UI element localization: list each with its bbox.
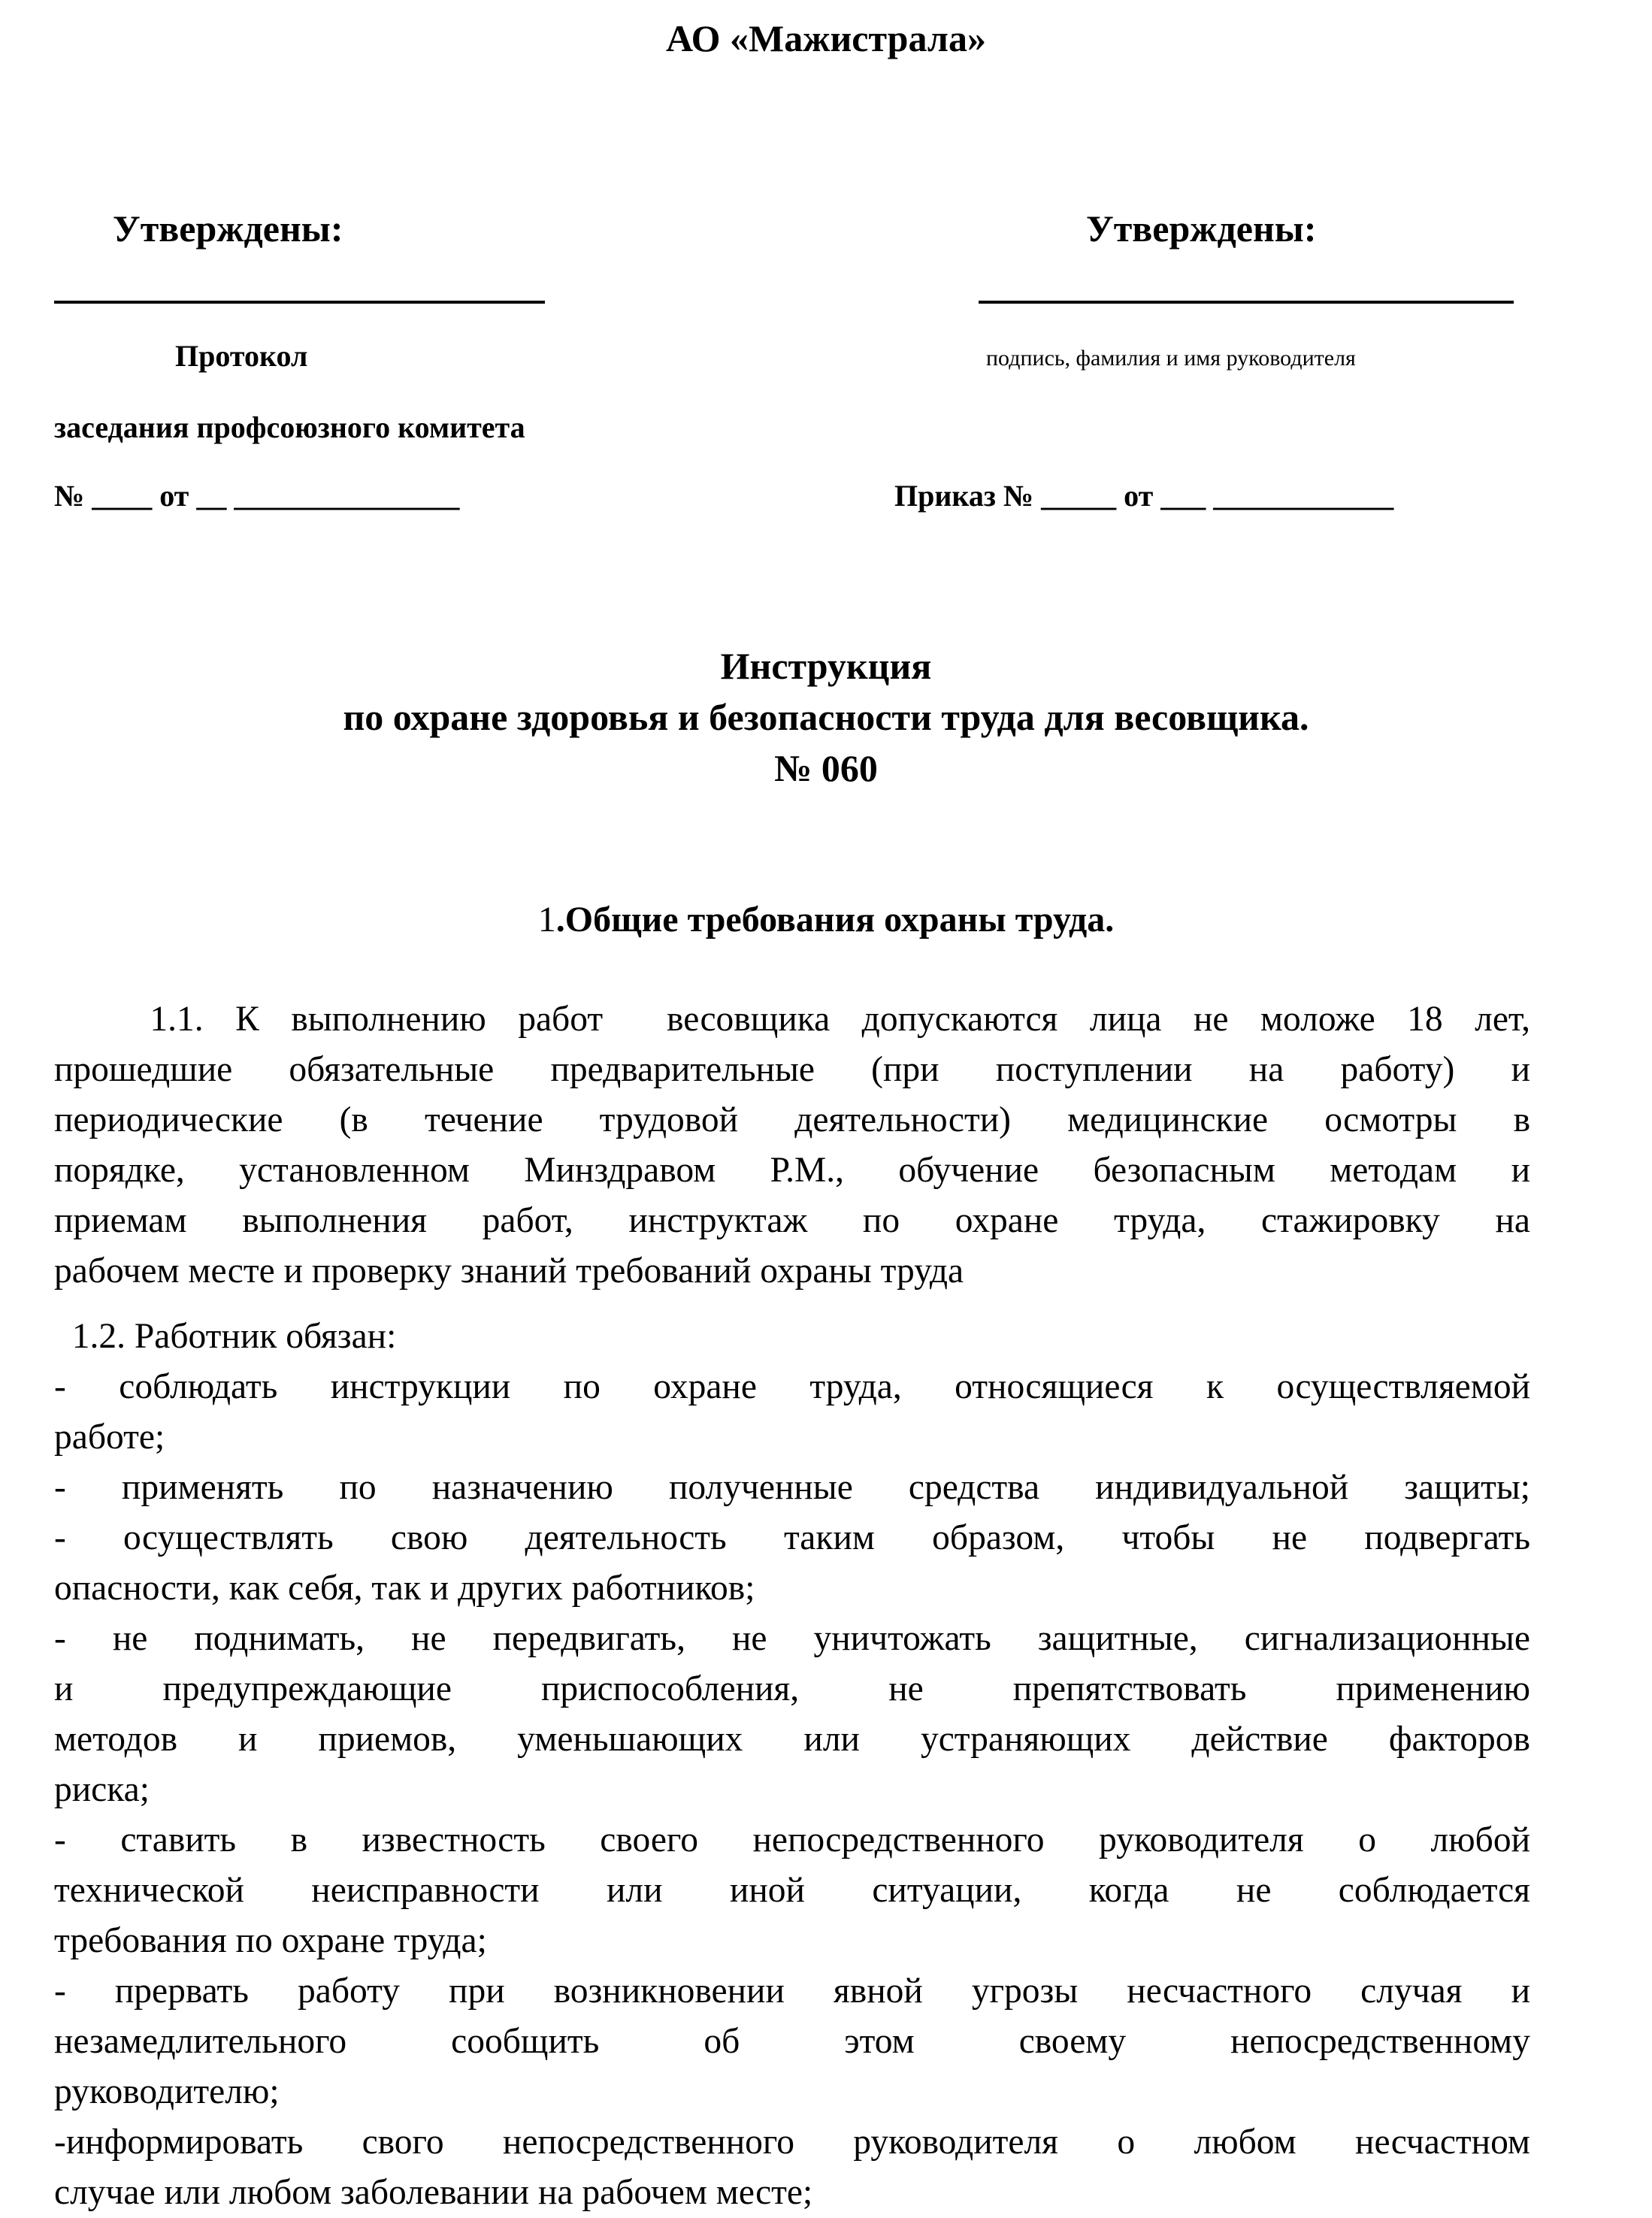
p2-line: - прервать работу при возникновении явной угрозы несчастного случая и <box>54 1971 1530 2011</box>
left-approved-label: Утверждены: <box>113 207 343 250</box>
p2-line: незамедлительного сообщить об этом своему непосредственному <box>54 2022 1530 2061</box>
protocol-meeting-label: заседания профсоюзного комитета <box>54 410 525 444</box>
right-signature-line <box>979 301 1514 304</box>
p1-line: рабочем месте и проверку знаний требований охраны труда <box>54 1251 964 1291</box>
p2-line: -информировать свого непосредственного руководителя о любом несчастном <box>54 2123 1530 2162</box>
order-number-line: Приказ № _____ от ___ ____________ <box>894 479 1394 513</box>
p2-line: - не поднимать, не передвигать, не уничтожать защитные, сигнализационные <box>54 1619 1530 1658</box>
p2-line: риска; <box>54 1770 150 1809</box>
p1-line: периодические (в течение трудовой деятельности) медицинские осмотры в <box>54 1100 1530 1139</box>
p2-line: опасности, как себя, так и других работников; <box>54 1569 755 1608</box>
p2-line: - применять по назначению полученные средства индивидуальной защиты; <box>54 1468 1530 1507</box>
p2-line: - ставить в известность своего непосредственного руководителя о любой <box>54 1820 1530 1859</box>
document-body <box>54 994 1530 2218</box>
protocol-label: Протокол <box>175 339 308 373</box>
p2-line: - соблюдать инструкции по охране труда, относящиеся к осуществляемой <box>54 1367 1530 1406</box>
document-title <box>0 640 1652 794</box>
p2-line: требования по охране труда; <box>54 1921 487 1960</box>
p2-intro: 1.2. Работник обязан: <box>54 1317 397 1356</box>
p2-line: технической неисправности или иной ситуации, когда не соблюдается <box>54 1871 1530 1910</box>
p2-line: руководителю; <box>54 2072 280 2111</box>
p2-line: методов и приемов, уменьшающих или устраняющих действие факторов <box>54 1720 1530 1759</box>
section-1-heading <box>0 899 1652 940</box>
p2-line: работе; <box>54 1418 165 1457</box>
title-line-2: по охране здоровья и безопасности труда для весовщика. <box>343 696 1309 738</box>
p1-line: прошедшие обязательные предварительные (при поступлении на работу) и <box>54 1050 1530 1089</box>
p1-line: 1.1. К выполнению работ весовщика допускаются лица не моложе 18 лет, <box>54 1000 1530 1039</box>
company-name: АО «Мажистрала» <box>666 17 986 59</box>
p2-line: случае или любом заболевании на рабочем месте; <box>54 2173 813 2212</box>
p2-line: и предупреждающие приспособления, не препятствовать применению <box>54 1669 1530 1708</box>
protocol-number-line: № ____ от __ _______________ <box>54 479 460 513</box>
p1-line: приемам выполнения работ, инструктаж по охране труда, стажировку на <box>54 1201 1530 1240</box>
left-signature-line <box>54 301 545 304</box>
section-1-number: 1 <box>537 900 556 940</box>
right-approved-label: Утверждены: <box>1086 207 1317 250</box>
title-line-1: Инструкция <box>720 645 932 687</box>
signature-caption: подпись, фамилия и имя руководителя <box>986 346 1356 371</box>
p1-line: порядке, установленном Минздравом Р.М., обучение безопасным методам и <box>54 1151 1530 1190</box>
section-1-title: .Общие требования охраны труда. <box>555 900 1115 940</box>
title-line-3: № 060 <box>774 747 878 789</box>
p2-line: - осуществлять свою деятельность таким образом, чтобы не подвергать <box>54 1518 1530 1557</box>
